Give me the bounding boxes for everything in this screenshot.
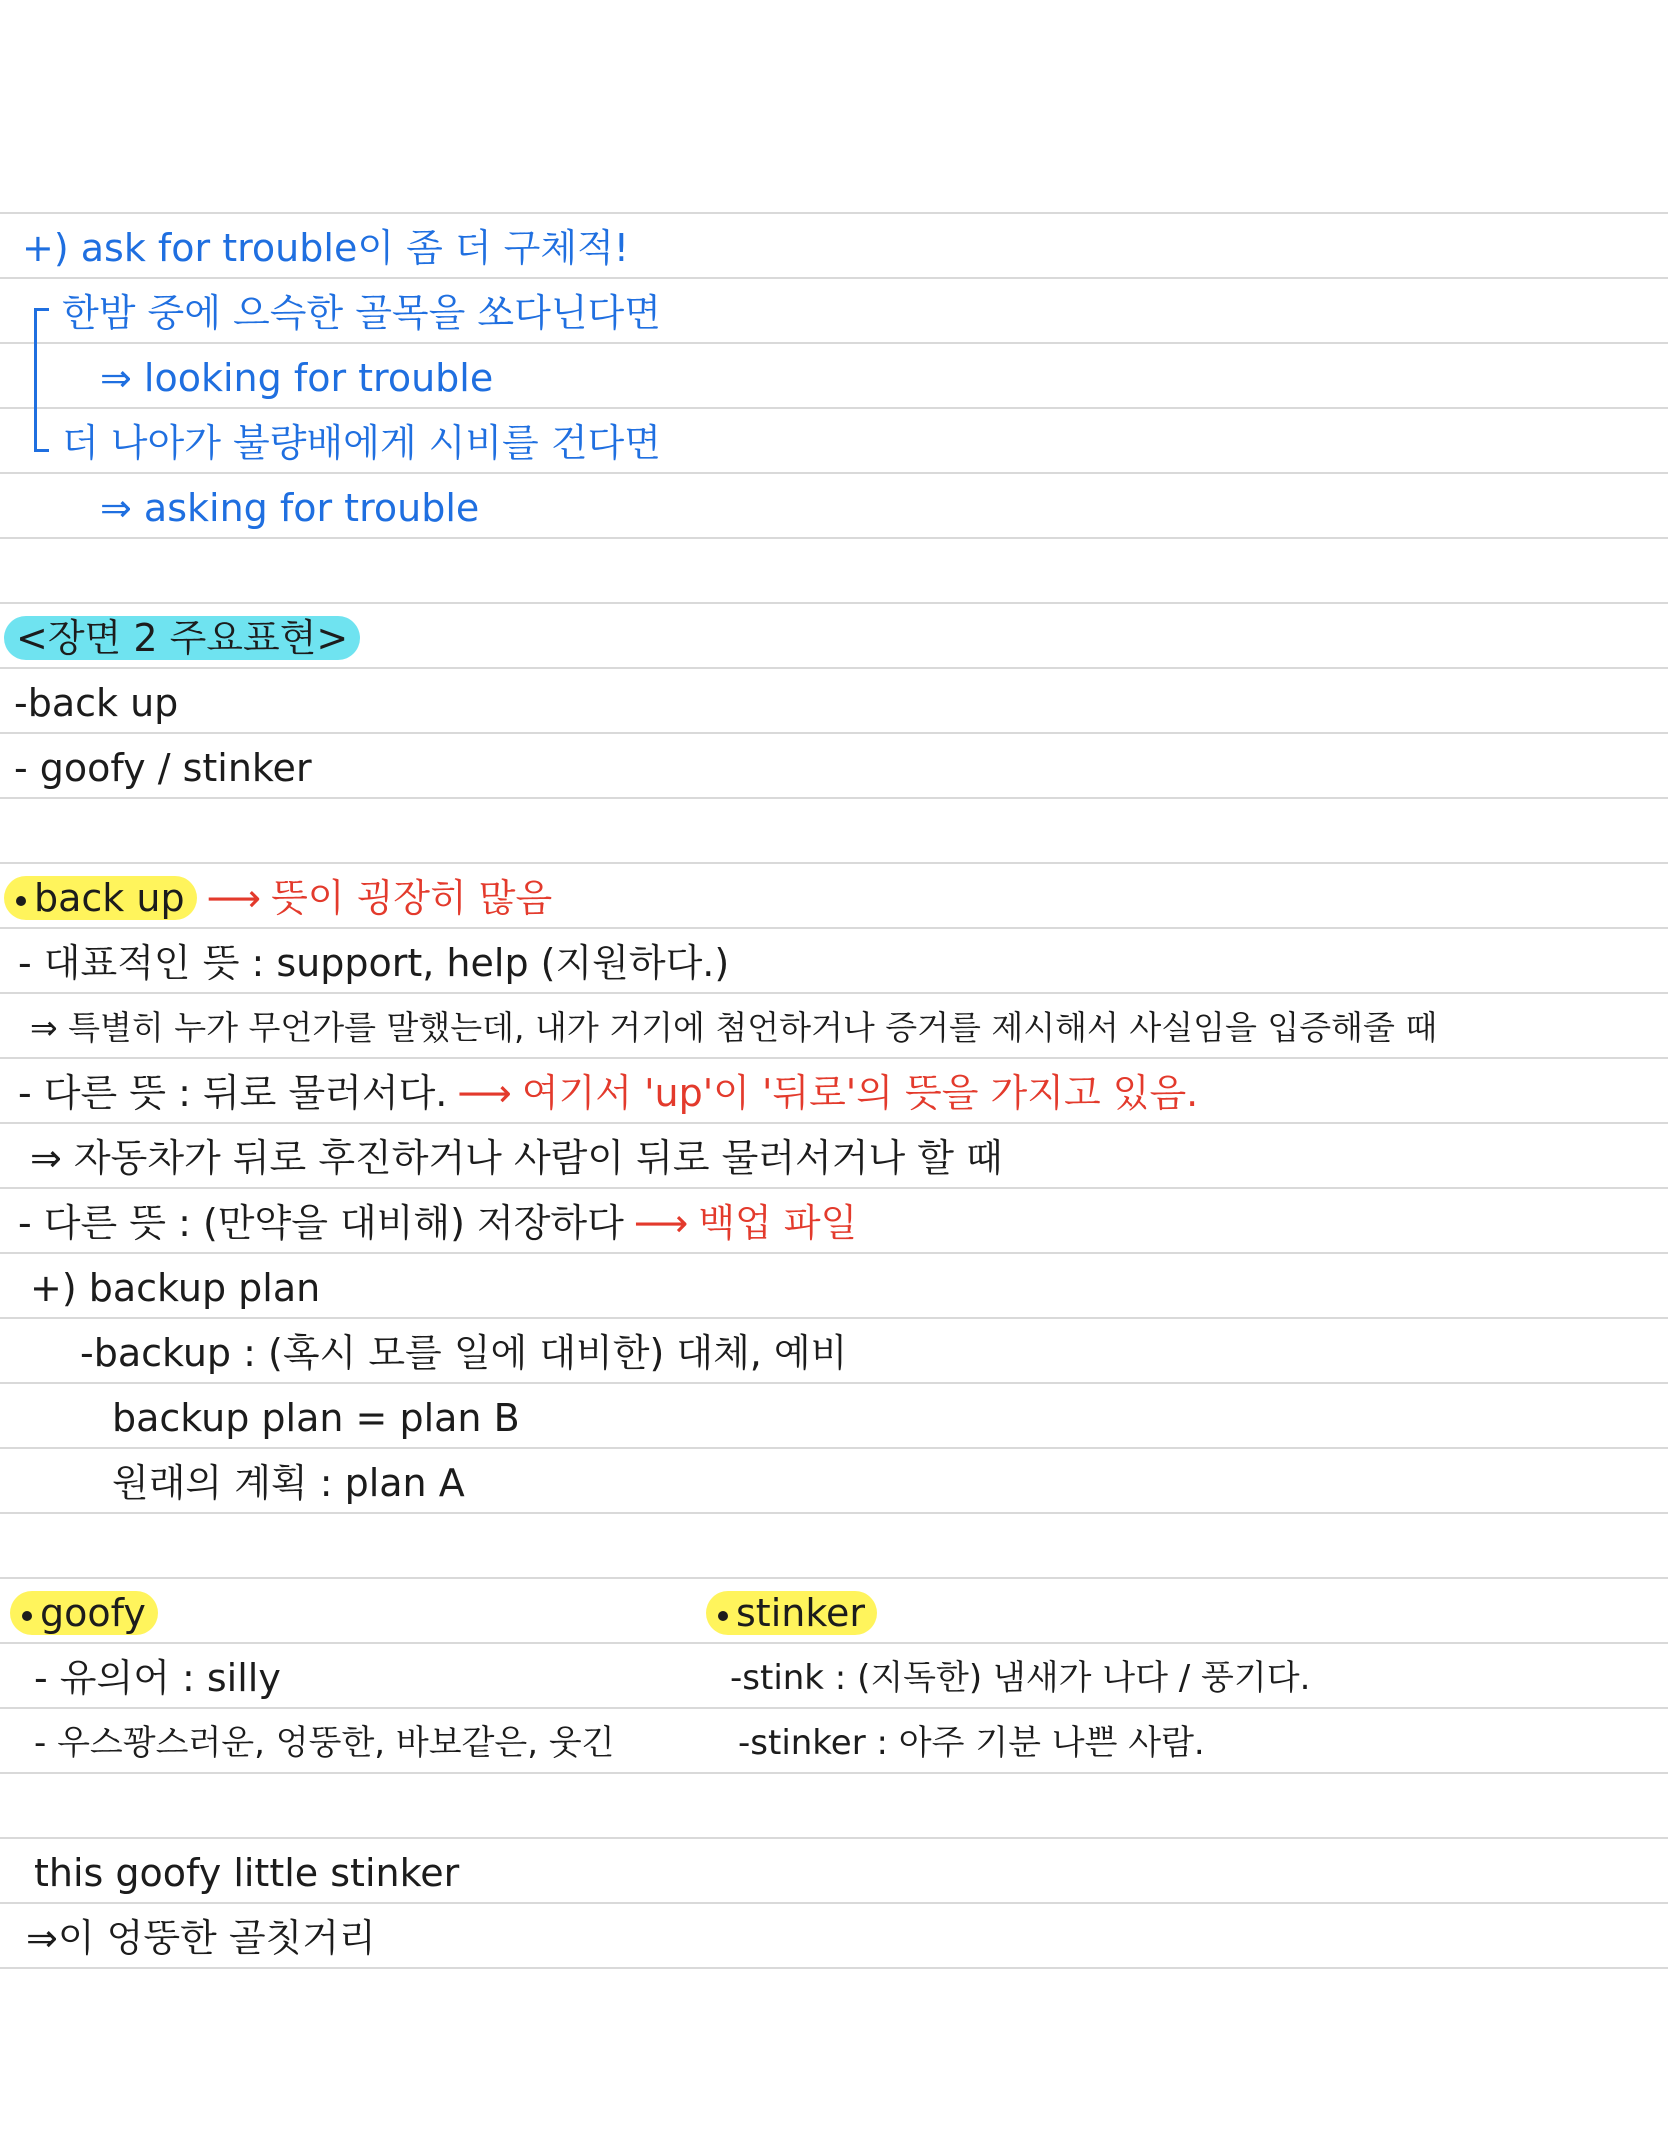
note-text: - 다른 뜻 : (만약을 대비해) 저장하다 bbox=[18, 1201, 624, 1245]
note-text: +) ask for trouble이 좀 더 구체적! bbox=[22, 226, 630, 270]
heading-text: back up bbox=[34, 876, 185, 920]
note-text: 한밤 중에 으슥한 골목을 쏘다닌다면 bbox=[62, 291, 661, 335]
highlighted-heading bbox=[10, 1591, 158, 1635]
ruled-line bbox=[0, 472, 1668, 474]
ruled-line bbox=[0, 797, 1668, 799]
backup-meaning-2 bbox=[18, 1069, 1198, 1117]
ruled-line bbox=[0, 992, 1668, 994]
note-text: - 대표적인 뜻 : support, help (지원하다.) bbox=[18, 941, 730, 985]
stinker-line-1 bbox=[730, 1654, 1310, 1702]
ruled-line bbox=[0, 602, 1668, 604]
ruled-line bbox=[0, 1447, 1668, 1449]
bullet-icon bbox=[718, 1611, 728, 1621]
note-text: - 우스꽝스러운, 엉뚱한, 바보같은, 웃긴 bbox=[34, 1723, 615, 1763]
note-text: ⇒ asking for trouble bbox=[100, 486, 480, 530]
annotation-note: 뜻이 굉장히 많음 bbox=[271, 876, 553, 920]
backup-meaning-2-detail bbox=[30, 1134, 1003, 1182]
ruled-line bbox=[0, 1642, 1668, 1644]
backup-heading bbox=[4, 874, 552, 922]
note-text: - 유의어 : silly bbox=[34, 1656, 281, 1700]
ruled-line bbox=[0, 1902, 1668, 1904]
note-ask-for-trouble bbox=[22, 224, 629, 272]
backup-plan-line-3 bbox=[112, 1459, 465, 1507]
goofy-line-2 bbox=[34, 1719, 615, 1767]
ruled-line bbox=[0, 342, 1668, 344]
highlighted-heading bbox=[4, 876, 197, 920]
ruled-line bbox=[0, 1707, 1668, 1709]
backup-meaning-3 bbox=[18, 1199, 857, 1247]
ruled-line bbox=[0, 1122, 1668, 1124]
note-text: this goofy little stinker bbox=[34, 1851, 460, 1895]
ruled-line bbox=[0, 1967, 1668, 1969]
note-text: ⇒ 자동차가 뒤로 후진하거나 사람이 뒤로 물러서거나 할 때 bbox=[30, 1136, 1003, 1180]
ruled-line bbox=[0, 277, 1668, 279]
note-looking-for-trouble bbox=[100, 354, 493, 402]
note-text: ⇒ 특별히 누가 무언가를 말했는데, 내가 거기에 첨언하거나 증거를 제시해서 사실임을 입증해줄 때 bbox=[30, 1008, 1438, 1047]
ruled-line bbox=[0, 732, 1668, 734]
ruled-line bbox=[0, 212, 1668, 214]
note-text: -backup : (혹시 모를 일에 대비한) 대체, 예비 bbox=[80, 1331, 848, 1375]
ruled-line bbox=[0, 537, 1668, 539]
backup-plan-line-2 bbox=[112, 1394, 520, 1442]
scene2-item-goofy-stinker bbox=[14, 744, 312, 792]
bullet-icon bbox=[16, 896, 26, 906]
note-picking-fight bbox=[62, 419, 661, 467]
arrow-icon: ⟶ bbox=[457, 1071, 512, 1115]
note-text: 원래의 계획 : plan A bbox=[112, 1461, 465, 1505]
note-text: - 다른 뜻 : 뒤로 물러서다. bbox=[18, 1071, 448, 1115]
annotation-note: 여기서 'up'이 '뒤로'의 뜻을 가지고 있음. bbox=[521, 1071, 1199, 1115]
backup-meaning-1 bbox=[18, 939, 729, 987]
backup-meaning-1-detail bbox=[30, 1004, 1437, 1052]
note-text: ⇒ looking for trouble bbox=[100, 356, 494, 400]
arrow-icon: ⟶ bbox=[206, 876, 262, 920]
note-text: 더 나아가 불량배에게 시비를 건다면 bbox=[62, 421, 661, 465]
phrase-korean bbox=[26, 1914, 376, 1962]
bracket-mark bbox=[34, 308, 49, 452]
ruled-line bbox=[0, 1512, 1668, 1514]
heading-text: goofy bbox=[40, 1591, 146, 1635]
stinker-heading bbox=[706, 1589, 877, 1637]
phrase-english bbox=[34, 1849, 459, 1897]
note-text: backup plan = plan B bbox=[112, 1396, 520, 1440]
note-text: - goofy / stinker bbox=[14, 746, 312, 790]
note-asking-for-trouble bbox=[100, 484, 479, 532]
backup-plan-title bbox=[30, 1264, 320, 1312]
annotation-note: 백업 파일 bbox=[698, 1201, 858, 1245]
ruled-line bbox=[0, 1317, 1668, 1319]
highlighted-heading: <장면 2 주요표현> bbox=[4, 616, 360, 660]
bullet-icon bbox=[22, 1611, 32, 1621]
goofy-line-1 bbox=[34, 1654, 281, 1702]
ruled-line bbox=[0, 1187, 1668, 1189]
scene2-title bbox=[4, 614, 360, 662]
highlighted-heading bbox=[706, 1591, 877, 1635]
ruled-line bbox=[0, 667, 1668, 669]
heading-text: stinker bbox=[736, 1591, 865, 1635]
scene2-item-back-up bbox=[14, 679, 178, 727]
ruled-line bbox=[0, 862, 1668, 864]
note-text: ⇒이 엉뚱한 골칫거리 bbox=[26, 1916, 376, 1960]
ruled-line bbox=[0, 1382, 1668, 1384]
stinker-line-2 bbox=[738, 1719, 1205, 1767]
note-night-alley bbox=[62, 289, 661, 337]
ruled-line bbox=[0, 1577, 1668, 1579]
ruled-line bbox=[0, 407, 1668, 409]
goofy-heading bbox=[10, 1589, 158, 1637]
ruled-line bbox=[0, 1252, 1668, 1254]
ruled-line bbox=[0, 1772, 1668, 1774]
ruled-line bbox=[0, 1837, 1668, 1839]
note-text: -stinker : 아주 기분 나쁜 사람. bbox=[738, 1723, 1205, 1763]
note-text: +) backup plan bbox=[30, 1266, 321, 1310]
ruled-line bbox=[0, 1057, 1668, 1059]
backup-plan-line-1 bbox=[80, 1329, 847, 1377]
ruled-line bbox=[0, 927, 1668, 929]
arrow-icon: ⟶ bbox=[633, 1201, 689, 1245]
note-text: -back up bbox=[14, 681, 179, 725]
note-text: -stink : (지독한) 냄새가 나다 / 풍기다. bbox=[730, 1658, 1311, 1698]
